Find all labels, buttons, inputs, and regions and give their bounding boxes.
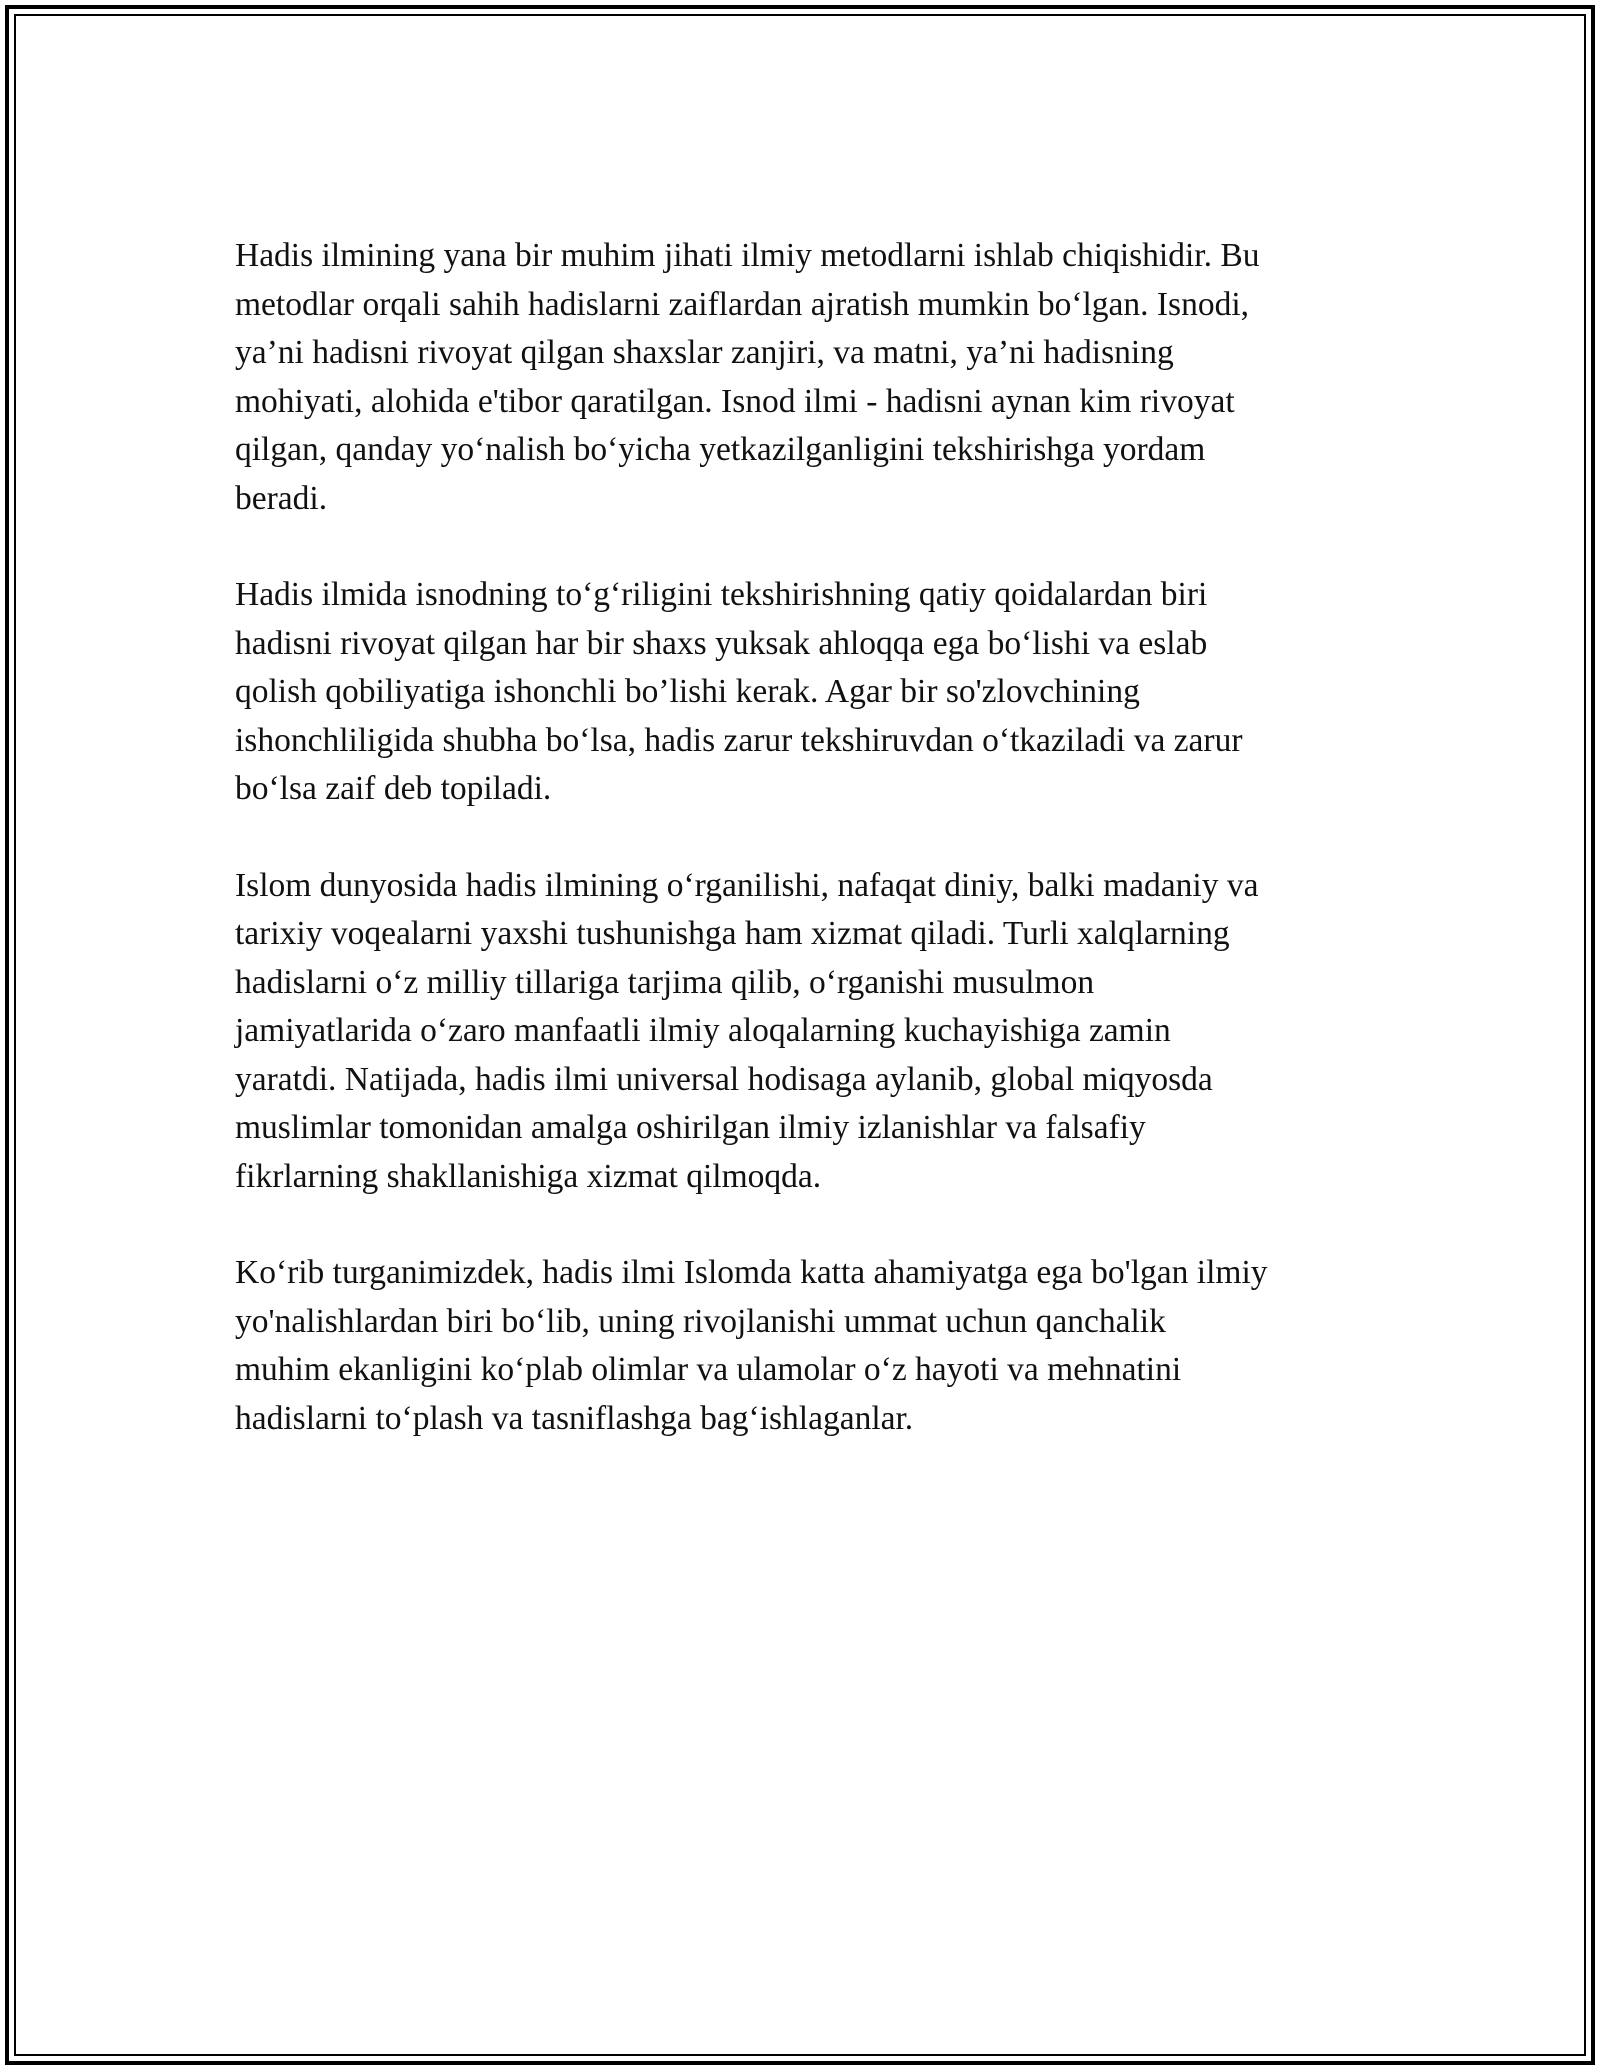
text-line: fikrlarning shakllanishiga xizmat qilmoqda. <box>235 1157 822 1195</box>
paragraph-4 <box>235 1249 1385 1443</box>
text-line: muhim ekanligini ko‘plab olimlar va ulamolar o‘z hayoti va mehnatini <box>235 1351 1182 1388</box>
text-line: bo‘lsa zaif deb topiladi. <box>235 770 552 807</box>
text-line: tarixiy voqealarni yaxshi tushunishga ham xizmat qiladi. Turli xalqlarning <box>235 915 1230 952</box>
text-line: jamiyatlarida o‘zaro manfaatli ilmiy aloqalarning kuchayishiga zamin <box>235 1012 1171 1049</box>
paragraph-2 <box>235 571 1385 814</box>
text-line: Ko‘rib turganimizdek, hadis ilmi Islomda katta ahamiyatga ega bo'lgan ilmiy <box>235 1254 1268 1291</box>
text-line: qolish qobiliyatiga ishonchli bo’lishi kerak. Agar bir so'zlovchining <box>235 673 1140 710</box>
text-line: muslimlar tomonidan amalga oshirilgan ilmiy izlanishlar va falsafiy <box>235 1109 1146 1146</box>
document-body <box>235 232 1385 1491</box>
text-line: metodlar orqali sahih hadislarni zaiflardan ajratish mumkin bo‘lgan. Isnodi, <box>235 285 1250 323</box>
text-line: Islom dunyosida hadis ilmining o‘rganilishi, nafaqat diniy, balki madaniy va <box>235 866 1259 904</box>
text-line: yo'nalishlardan biri bo‘lib, uning rivojlanishi ummat uchun qanchalik <box>235 1302 1166 1340</box>
text-line: Hadis ilmining yana bir muhim jihati ilmiy metodlarni ishlab chiqishidir. Bu <box>235 237 1260 274</box>
paragraph-3 <box>235 862 1385 1202</box>
text-line: ishonchliligida shubha bo‘lsa, hadis zarur tekshiruvdan o‘tkaziladi va zarur <box>235 721 1243 759</box>
text-line: ya’ni hadisni rivoyat qilgan shaxslar zanjiri, va matni, ya’ni hadisning <box>235 334 1174 371</box>
text-line: yaratdi. Natijada, hadis ilmi universal hodisaga aylanib, global miqyosda <box>235 1060 1213 1098</box>
text-line: mohiyati, alohida e'tibor qaratilgan. Isnod ilmi - hadisni aynan kim rivoyat <box>235 382 1235 420</box>
text-line: hadislarni to‘plash va tasniflashga bag‘ishlaganlar. <box>235 1399 914 1437</box>
text-line: Hadis ilmida isnodning to‘g‘riligini tekshirishning qatiy qoidalardan biri <box>235 576 1208 613</box>
text-line: hadislarni o‘z milliy tillariga tarjima qilib, o‘rganishi musulmon <box>235 963 1095 1001</box>
text-line: qilgan, qanday yo‘nalish bo‘yicha yetkazilganligini tekshirishga yordam <box>235 431 1206 468</box>
paragraph-1 <box>235 232 1385 523</box>
text-line: beradi. <box>235 479 328 517</box>
text-line: hadisni rivoyat qilgan har bir shaxs yuksak ahloqqa ega bo‘lishi va eslab <box>235 624 1208 662</box>
